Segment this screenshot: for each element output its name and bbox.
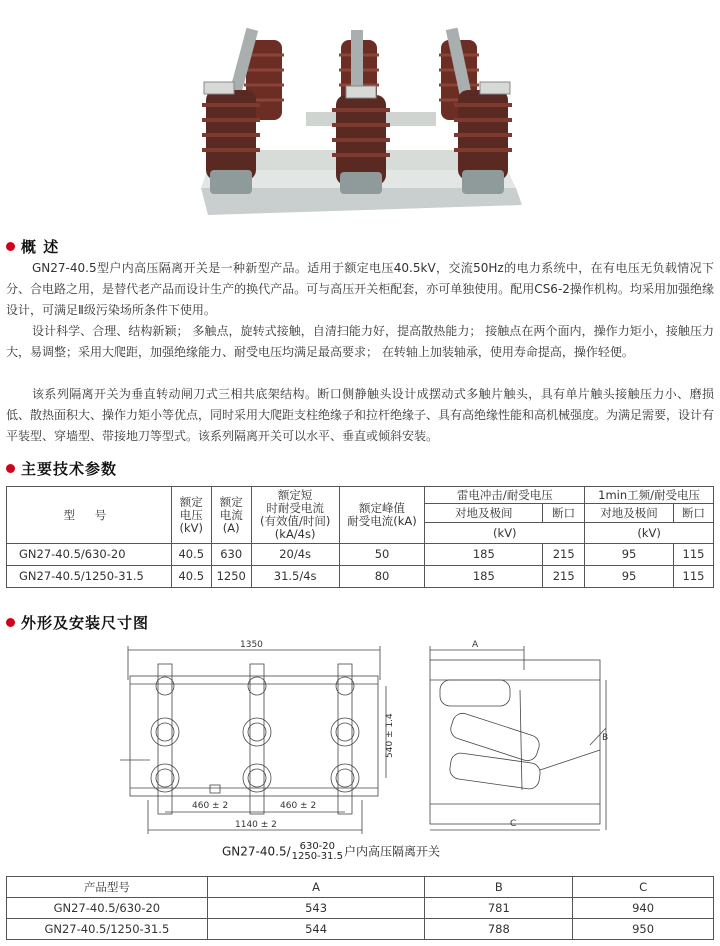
cell-voltage: 40.5 (171, 566, 211, 588)
caption-top: 630-20 (299, 841, 336, 852)
dim-b: B (602, 733, 609, 743)
cell-c: 940 (573, 898, 714, 919)
caption-fraction (292, 842, 343, 862)
bullet-icon (6, 464, 15, 473)
overview-heading-text: 概 述 (21, 238, 60, 256)
overview-paragraph-3: 该系列隔离开关为垂直转动闸刀式三相共底架结构。断口侧静触头设计成摆动式多触片触头，具有单片触头接触压力小、磨损低、散热面积大、操作力矩小等优点，同时采用大爬距支柱绝缘子和拉杆绝缘子、具有高绝缘性能和高机械强度。为满足需要，设计有平装型、穿墙型、带接地刀等型式。该系列隔离开关可以水平、垂直或倾斜安装。 (6, 387, 715, 443)
table-row (7, 919, 714, 940)
cell-voltage: 40.5 (171, 544, 211, 566)
caption-suffix: 户内高压隔离开关 (343, 844, 440, 859)
bullet-icon (6, 618, 15, 627)
header-pf-unit: (kV) (585, 523, 714, 544)
dim-460b: 460 ± 2 (280, 801, 317, 811)
header-power-freq: 1min工频/耐受电压 (585, 487, 714, 504)
header-peak (339, 487, 425, 544)
cell-pf-gap: 115 (673, 566, 713, 588)
dimension-drawing (110, 640, 610, 845)
dim-a: A (472, 640, 479, 650)
header-short-time (251, 487, 339, 544)
hv-2: 电压 (179, 507, 203, 522)
header-lightning: 雷电冲击/耐受电压 (425, 487, 585, 504)
header-b: B (425, 877, 573, 898)
header-model: 型 号 (7, 487, 172, 544)
cell-b: 788 (425, 919, 573, 940)
dim-1140: 1140 ± 2 (235, 820, 277, 830)
cell-li-gap: 215 (543, 566, 585, 588)
cell-current: 1250 (211, 566, 251, 588)
header-pf-ground: 对地及极间 (585, 504, 674, 523)
header-c: C (573, 877, 714, 898)
dimensions-table (6, 876, 714, 940)
cell-a: 544 (207, 919, 425, 940)
dim-460a: 460 ± 2 (192, 801, 229, 811)
caption-prefix: GN27-40.5/ (222, 844, 291, 859)
cell-model: GN27-40.5/1250-31.5 (7, 919, 208, 940)
hp-1: 额定峰值 (359, 501, 406, 515)
spec-table (6, 486, 714, 588)
table-row (7, 898, 714, 919)
header-rated-voltage (171, 487, 211, 544)
header-pf-gap: 断口 (673, 504, 713, 523)
cell-pf-ground: 95 (585, 544, 674, 566)
hs-3: (有效值/时间) (259, 514, 331, 528)
hc-1: 额定 (219, 494, 243, 509)
hs-2: 时耐受电流 (266, 501, 324, 515)
bullet-icon (6, 242, 15, 251)
drawing-caption (222, 842, 522, 862)
header-li-unit: (kV) (425, 523, 585, 544)
hp-2: 耐受电流(kA) (347, 514, 417, 528)
hc-2: 电流 (219, 507, 243, 522)
header-li-gap: 断口 (543, 504, 585, 523)
table-header-row (7, 877, 714, 898)
spec-heading-text: 主要技术参数 (21, 460, 118, 478)
cell-current: 630 (211, 544, 251, 566)
cell-model: GN27-40.5/630-20 (7, 898, 208, 919)
hv-1: 额定 (179, 494, 203, 509)
dim-540: 540 ± 1.4 (385, 713, 395, 758)
dim-c: C (510, 819, 517, 829)
overview-heading (6, 236, 59, 257)
hs-4: (kA/4s) (274, 527, 316, 541)
hc-3: (A) (222, 520, 240, 535)
cell-pf-ground: 95 (585, 566, 674, 588)
cell-peak: 80 (339, 566, 425, 588)
cell-short: 20/4s (251, 544, 339, 566)
cell-b: 781 (425, 898, 573, 919)
overview-paragraph-1: GN27-40.5型户内高压隔离开关是一种新型产品。适用于额定电压40.5kV，交流50Hz的电力系统中，在有电压无负载情况下分、合电路之用，是替代老产品而设计生产的换代产品。可与高压开关柜配套，亦可单独使用。配用CS6-2操作机构。均采用加强绝缘设计，可满足Ⅱ级污染场所条件下使用。 (6, 261, 714, 317)
header-rated-current (211, 487, 251, 544)
table-row (7, 566, 714, 588)
caption-bottom: 1250-31.5 (291, 851, 343, 862)
hs-1: 额定短 (277, 488, 313, 502)
spec-heading (6, 458, 117, 479)
overview-paragraph-2: 设计科学、合理、结构新颖； 多触点，旋转式接触，自清扫能力好，提高散热能力； 接触点在两个面内，操作力矩小，接触压力大，易调整；采用大爬距，加强绝缘能力、耐受电压均满足最高要求； 在转轴上加装轴承，使用寿命提高，操作轻便。 (6, 324, 714, 359)
drawing-heading (6, 612, 149, 633)
product-photo (196, 0, 526, 220)
cell-c: 950 (573, 919, 714, 940)
cell-model: GN27-40.5/1250-31.5 (7, 566, 172, 588)
cell-li-ground: 185 (425, 544, 543, 566)
cell-a: 543 (207, 898, 425, 919)
drawing-heading-text: 外形及安装尺寸图 (21, 614, 150, 632)
hv-3: (kV) (179, 520, 203, 535)
cell-li-gap: 215 (543, 544, 585, 566)
cell-model: GN27-40.5/630-20 (7, 544, 172, 566)
table-row (7, 544, 714, 566)
cell-pf-gap: 115 (673, 544, 713, 566)
header-product-model: 产品型号 (7, 877, 208, 898)
header-li-ground: 对地及极间 (425, 504, 543, 523)
cell-peak: 50 (339, 544, 425, 566)
header-a: A (207, 877, 425, 898)
cell-li-ground: 185 (425, 566, 543, 588)
cell-short: 31.5/4s (251, 566, 339, 588)
dim-1350: 1350 (240, 640, 263, 650)
